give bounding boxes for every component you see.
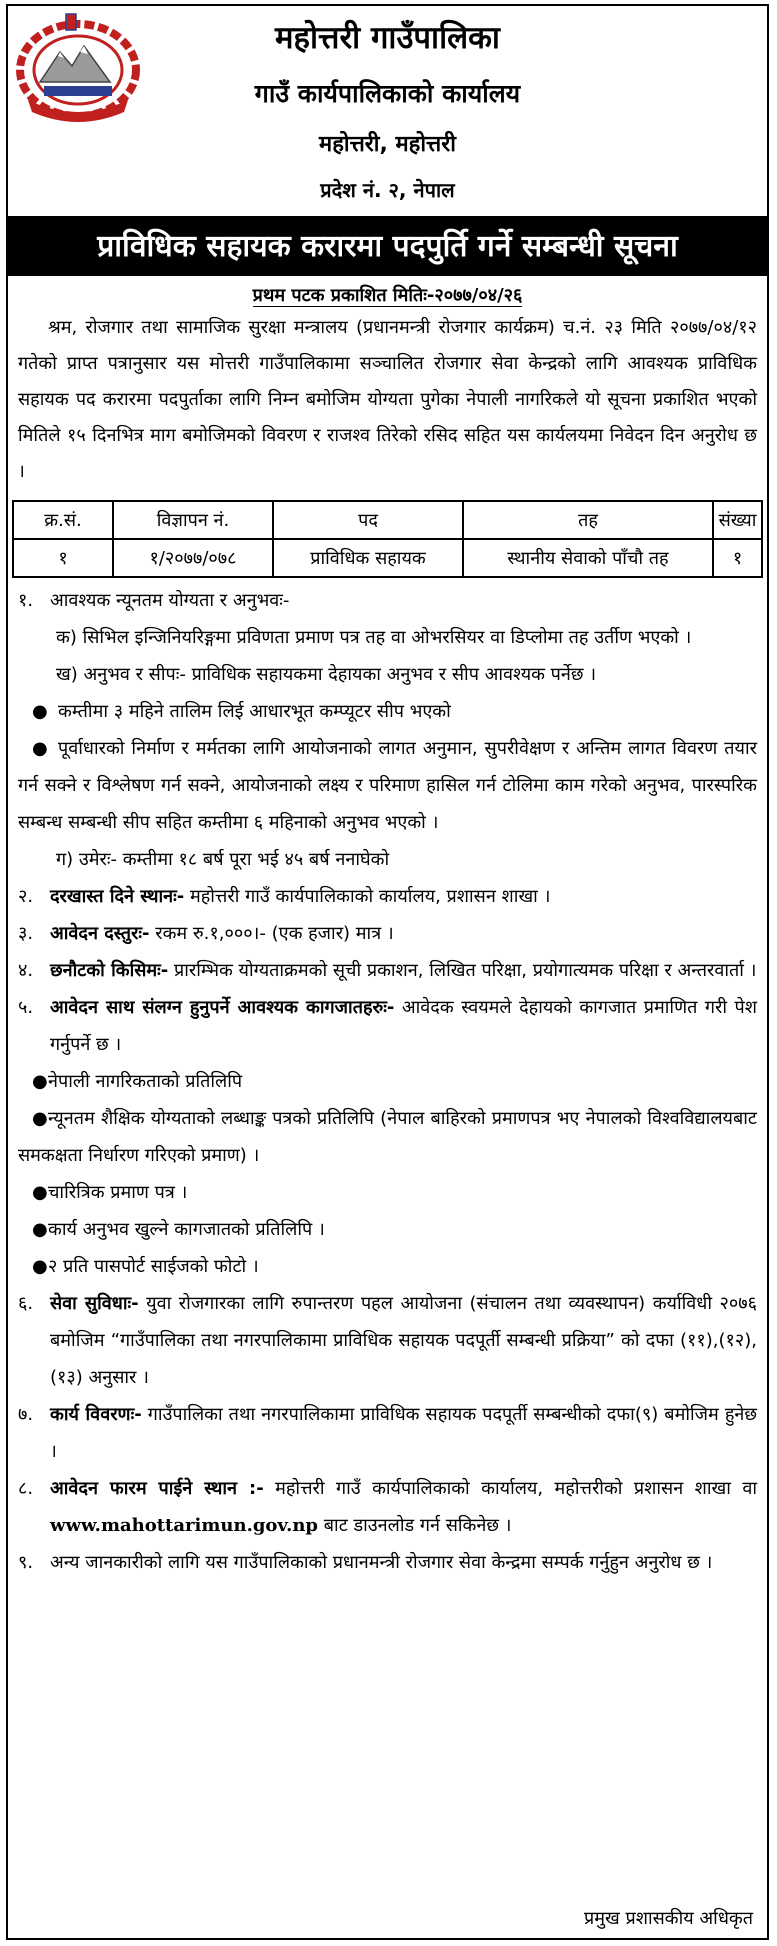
letterhead — [8, 6, 767, 218]
cell-serial: १ — [13, 539, 113, 577]
section-1-kha: ख) अनुभव र सीपः- प्राविधिक सहायकमा देहायका अनुभव र सीप आवश्यक पर्नेछ । — [56, 664, 597, 685]
province-line: प्रदेश नं. २, नेपाल — [320, 178, 455, 202]
col-ad-number: विज्ञापन नं. — [113, 501, 273, 539]
table-header-row — [13, 501, 762, 539]
cell-post: प्राविधिक सहायक — [273, 539, 463, 577]
section-2: २. दरखास्त दिने स्थानः- महोत्तरी गाउँ कार्यपालिकाको कार्यालय, प्रशासन शाखा । — [18, 886, 551, 907]
table-row — [13, 539, 762, 577]
section-9: ९. अन्य जानकारीको लागि यस गाउँपालिकाको प्रधानमन्त्री रोजगार सेवा केन्द्रमा सम्पर्क गर्नुहुन अनुरोध छ । — [18, 1552, 713, 1573]
office-name: महोत्तरी गाउँपालिका — [275, 20, 500, 56]
vacancy-table — [12, 500, 763, 578]
intro-text: श्रम, रोजगार तथा सामाजिक सुरक्षा मन्त्रालय (प्रधानमन्त्री रोजगार कार्यक्रम) च.नं. २३ मिति २०७७/०४/१२ गतेको प्राप्त पत्रानुसार यस मोत्तरी गाउँपालिकामा सञ्चालित रोजगार सेवा केन्द्रको लागि आवश्यक प्राविधिक सहायक पद करारमा पदपुर्ताका लागि निम्न बमोजिम योग्यता पुगेका नेपाली नागरिकले यो सूचना प्रकाशित भएको मितिले १५ दिनभित्र माग बमोजिमको विवरण र राजश्व तिरेको रसिद सहित यस कार्यलयमा निवेदन दिन अनुरोध छ । — [18, 317, 757, 482]
notice-title: प्राविधिक सहायक करारमा पदपुर्ति गर्ने सम्बन्धी सूचना — [8, 218, 767, 276]
section-5: ५. आवेदन साथ संलग्न हुनुपर्ने आवश्यक कागजातहरुः- आवेदक स्वयमले देहायको कागजात प्रमाणित गरी पेश गर्नुपर्ने छ । — [18, 997, 757, 1055]
col-level: तह — [463, 501, 713, 539]
section-4: ४. छनौटको किसिमः- प्रारम्भिक योग्यताक्रमको सूची प्रकाशन, लिखित परिक्षा, प्रयोगात्यमक परिक्षा र अन्तरवार्ता । — [18, 960, 757, 981]
bullet-icon: ● — [32, 1071, 48, 1092]
bullet-icon: ● — [32, 738, 48, 759]
bullet-icon: ● — [32, 1219, 48, 1240]
cell-ad-number: १/२०७७/०७८ — [113, 539, 273, 577]
list-item: ●चारित्रिक प्रमाण पत्र । — [18, 1174, 757, 1211]
intro-paragraph — [8, 310, 767, 490]
bullet-icon: ● — [32, 701, 48, 722]
section-1-heading: आवश्यक न्यूनतम योग्यता र अनुभवः- — [50, 590, 290, 611]
notice-document — [6, 4, 769, 1940]
col-serial: क्र.सं. — [13, 501, 113, 539]
list-item: ●२ प्रति पासपोर्ट साईजको फोटो । — [18, 1248, 757, 1285]
notice-body — [8, 582, 767, 1581]
section-6: ६. सेवा सुविधाः- युवा रोजगारका लागि रुपान्तरण पहल आयोजना (संचालन तथा व्यवस्थापन) कर्याविधी २०७६ बमोजिम “गाउँपालिका तथा नगरपालिकामा प्राविधिक सहायक पदपूर्ती सम्बन्धी प्रक्रिया” को दफा (११),(१२),(१३) अनुसार । — [18, 1293, 758, 1388]
section-7: ७. कार्य विवरणः- गाउँपालिका तथा नगरपालिकामा प्राविधिक सहायक पदपूर्ती सम्बन्धीको दफा(९) बमोजिम हुनेछ । — [18, 1404, 757, 1462]
published-date — [8, 282, 767, 310]
published-date-text: प्रथम पटक प्रकाशित मितिः-२०७७/०४/२६ — [252, 285, 523, 306]
section-3: ३. आवेदन दस्तुरः- रकम रु.१,०००।- (एक हजार) मात्र । — [18, 923, 394, 944]
list-item: ●कार्य अनुभव खुल्ने कागजातको प्रतिलिपि । — [18, 1211, 757, 1248]
bullet-icon: ● — [32, 1108, 48, 1129]
col-post: पद — [273, 501, 463, 539]
bullet-icon: ● — [32, 1182, 48, 1203]
cell-count: १ — [713, 539, 762, 577]
cell-level: स्थानीय सेवाको पाँचौ तह — [463, 539, 713, 577]
section-1-ka: क) सिभिल इन्जिनियरिङ्गमा प्रविणता प्रमाण पत्र तह वा ओभरसियर वा डिप्लोमा तह उर्तीण भएको । — [56, 627, 692, 648]
section-8: ८. आवेदन फारम पाईने स्थान :- महोत्तरी गाउँ कार्यपालिकाको कार्यालय, महोत्तरीको प्रशासन शाखा वा www.mahottarimun.gov.np बाट डाउनलोड गर्न सकिनेछ । — [18, 1478, 757, 1536]
office-subtitle: गाउँ कार्यपालिकाको कार्यालय — [254, 79, 521, 108]
list-item: ● कम्तीमा ३ महिने तालिम लिई आधारभूत कम्प्यूटर सीप भएको — [18, 693, 757, 730]
website-link[interactable]: www.mahottarimun.gov.np — [50, 1515, 319, 1536]
list-item: ● पूर्वाधारको निर्माण र मर्मतका लागि आयोजनाको लागत अनुमान, सुपरीवेक्षण र अन्तिम लागत विवरण तयार गर्न सक्ने र विश्लेषण गर्न सक्ने, आयोजनाको लक्ष्य र परिमाण हासिल गर्न टोलिमा काम गरेको अनुभव, पारस्परिक सम्बन्ध सम्बन्धी सीप सहित कम्तीमा ६ महिनाको अनुभव भएको । — [18, 730, 757, 841]
section-1: १. आवश्यक न्यूनतम योग्यता र अनुभवः- — [18, 590, 290, 611]
signature-line: प्रमुख प्रशासकीय अधिकृत — [584, 1908, 753, 1929]
list-item: ●नेपाली नागरिकताको प्रतिलिपि — [18, 1063, 757, 1100]
section-1-ga: ग) उमेरः- कम्तीमा १८ बर्ष पूरा भई ४५ बर्ष ननाघेको — [56, 849, 390, 870]
list-item: ●न्यूनतम शैक्षिक योग्यताको लब्धाङ्क पत्रको प्रतिलिपि (नेपाल बाहिरको प्रमाणपत्र भए नेपालको विश्वविद्यालयबाट समकक्षता निर्धारण गरिएको प्रमाण) । — [18, 1100, 757, 1174]
office-location: महोत्तरी, महोत्तरी — [319, 132, 456, 157]
bullet-icon: ● — [32, 1256, 48, 1277]
col-count: संख्या — [713, 501, 762, 539]
